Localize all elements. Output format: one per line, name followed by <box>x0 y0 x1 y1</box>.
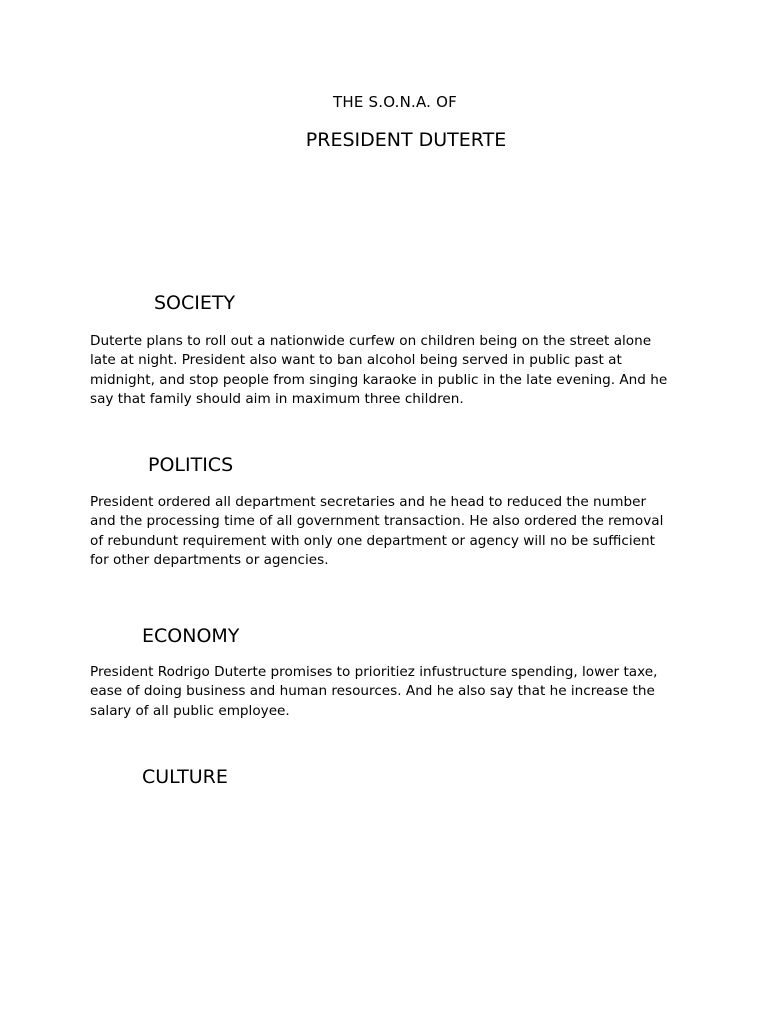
section-heading-economy: ECONOMY <box>142 625 240 647</box>
section-body-economy: President Rodrigo Duterte promises to prioritiez infustructure spending, lower taxe, ease of doing business and human resources. And he also say that he increase the salary of all public employee. <box>90 664 658 719</box>
document-title-line-1: THE S.O.N.A. OF <box>333 93 457 111</box>
section-heading-politics: POLITICS <box>148 454 234 476</box>
section-heading-society: SOCIETY <box>154 292 236 314</box>
section-body-politics: President ordered all department secretaries and he head to reduced the number and the processing time of all government transaction. He also ordered the removal of rebundunt requirement with only one department or agency will no be sufficient for other departments or agencies. <box>90 494 664 568</box>
section-body-society: Duterte plans to roll out a nationwide curfew on children being on the street alone late at night. President also want to ban alcohol being served in public past at midnight, and stop people from singing karaoke in public in the late evening. And he say that family should aim in maximum three children. <box>90 333 668 407</box>
document-title-line-2: PRESIDENT DUTERTE <box>305 129 507 151</box>
section-heading-culture: CULTURE <box>142 766 228 788</box>
